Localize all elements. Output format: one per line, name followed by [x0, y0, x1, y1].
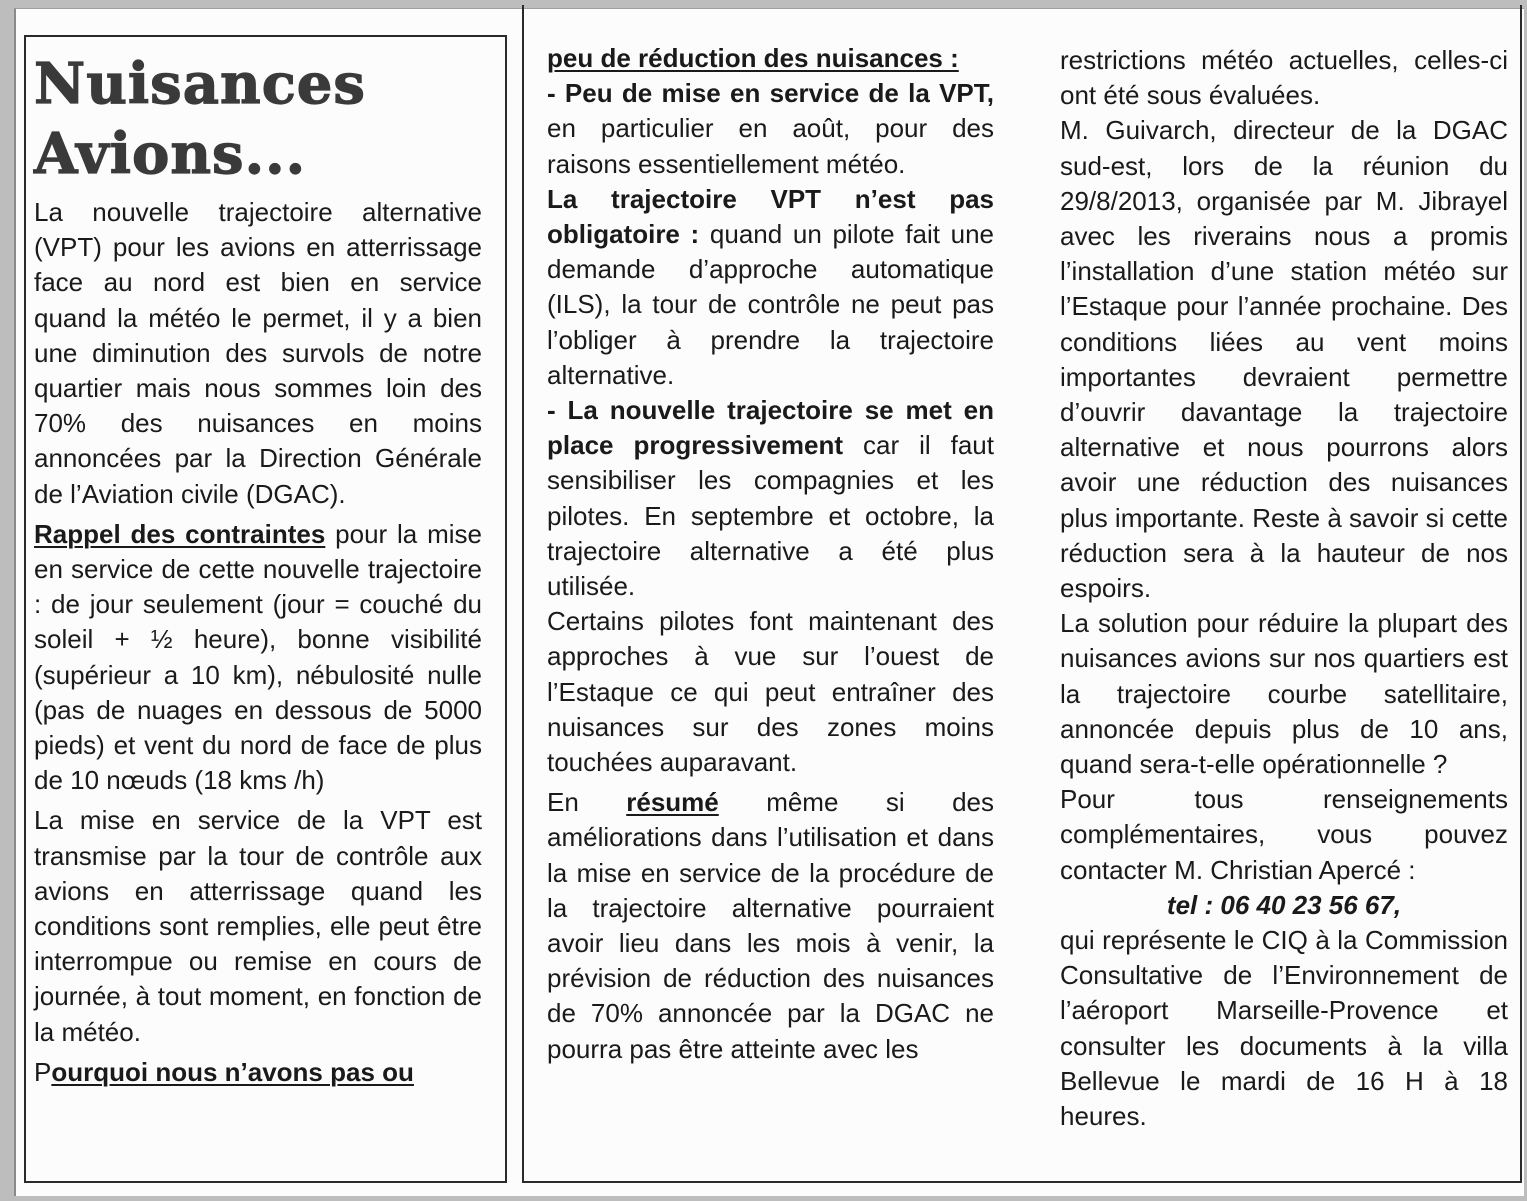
item-2: [547, 182, 994, 393]
item-3-bold: - La nouvelle trajectoire se met en place progressivement: [547, 395, 994, 461]
resume-paragraph: [547, 785, 994, 1067]
restrictions-paragraph: restrictions météo actuelles, celles-ci ont été sous évaluées.: [1060, 45, 1508, 111]
guivarch-paragraph: M. Guivarch, directeur de la DGAC sud-est, lors de la réunion du 29/8/2013, organisée par M. Jibrayel avec les riverains nous a promis l’installation d’une station météo sur l’Estaque pour l’année prochaine. Des conditions liées au vent moins importantes devraient permettre d’ouvrir davantage la trajectoire alternative et nous pourrons alors avoir une réduction des nuisances plus importante. Reste à savoir si cette réduction sera à la hauteur de nos espoirs.: [1060, 115, 1508, 604]
column-2: [547, 41, 994, 1067]
phone-number: tel : 06 40 23 56 67,: [1166, 889, 1402, 920]
heading-continued-text: peu de réduction des nuisances :: [547, 43, 959, 73]
item-3-text: car il faut sensibiliser les compagnies et les pilotes. En septembre et octobre, la trajectoire alternative a été plus utilisée.: [547, 430, 994, 602]
item-1: [547, 76, 994, 182]
intro-paragraph: La nouvelle trajectoire alternative (VPT) pour les avions en atterrissage face au nord est bien en service quand la météo le permet, il y a bien une diminution des survols de notre quartier mais nous sommes loin des 70% des nuisances en moins annoncées par la Direction Générale de l’Aviation civile (DGAC).: [34, 197, 482, 509]
rappel-text: pour la mise en service de cette nouvelle trajectoire : de jour seulement (jour = couché du soleil + ½ heure), bonne visibilité (supérieur a 10 km), nébulosité nulle (pas de nuages en dessous de 5000 pieds) et vent du nord de face de plus de 10 nœuds (18 kms /h): [34, 518, 482, 796]
contact-paragraph: Pour tous renseignements complémentaires, vous pouvez contacter M. Christian Apercé :: [1060, 784, 1508, 885]
resume-text: même si des améliorations dans l’utilisation et dans la mise en service de la procédure de la trajectoire alternative pourraient avoir lieu dans les mois à venir, la prévision de réduction des nuisances de 70% annoncée par la DGAC ne pourra pas être atteinte avec les: [547, 787, 994, 1064]
item-1-text: en particulier en août, pour des raisons essentiellement météo.: [547, 113, 994, 179]
solution-paragraph: La solution pour réduire la plupart des nuisances avions sur nos quartiers est la trajectoire courbe satellitaire, annoncée depuis plus de 10 ans, quand sera-t-elle opérationnelle ?: [1060, 608, 1508, 780]
mise-en-service-paragraph: La mise en service de la VPT est transmise par la tour de contrôle aux avions en atterrissage quand les conditions sont remplies, elle peut être interrompue ou remise en cours de journée, à tout moment, en fonction de la météo.: [34, 805, 482, 1047]
column-1: [34, 49, 482, 1090]
title-line-1: Nuisances: [34, 51, 366, 117]
newsletter-page: [14, 8, 1524, 1196]
title-line-2: Avions...: [34, 121, 307, 187]
pourquoi-heading-continued: [547, 41, 994, 76]
column-3: [1060, 43, 1508, 1134]
pourquoi-first-letter: P: [34, 1056, 52, 1087]
pourquoi-heading-rest: ourquoi nous n’avons pas ou: [51, 1056, 414, 1087]
article-title: [34, 49, 482, 189]
resume-word: résumé: [626, 787, 719, 818]
rappel-heading: Rappel des contraintes: [34, 518, 326, 549]
certains-paragraph: Certains pilotes font maintenant des approches à vue sur l’ouest de l’Estaque ce qui peut entraîner des nuisances sur des zones moins touchées auparavant.: [547, 606, 994, 778]
rappel-paragraph: [34, 517, 482, 799]
item-1-bold: - Peu de mise en service de la VPT,: [547, 78, 994, 109]
represente-paragraph: qui représente le CIQ à la Commission Consultative de l’Environnement de l’aéroport Marseille-Provence et consulter les documents à la villa Bellevue le mardi de 16 H à 18 heures.: [1060, 925, 1508, 1132]
pourquoi-heading: [34, 1055, 482, 1090]
item-2-bold: La trajectoire VPT n’est pas obligatoire :: [547, 183, 994, 250]
item-3: [547, 393, 994, 604]
resume-prefix: En: [547, 787, 627, 818]
item-2-text: quand un pilote fait une demande d’approche automatique (ILS), la tour de contrôle ne peut pas l’obliger à prendre la trajectoire alternative.: [547, 219, 995, 390]
